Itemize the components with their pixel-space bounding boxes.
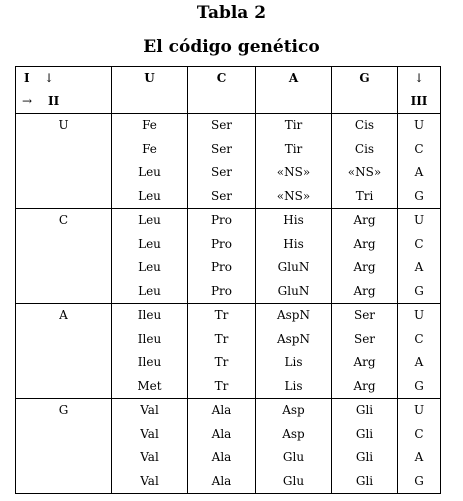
second-base-a-cell: Asp — [256, 423, 332, 447]
third-base-cell: C — [398, 138, 441, 162]
second-base-g-cell: Gli — [332, 446, 398, 470]
third-base-cell: G — [398, 185, 441, 209]
first-base-cell — [16, 138, 112, 162]
second-base-g-cell: Cis — [332, 138, 398, 162]
second-base-c-cell: Ala — [188, 399, 256, 423]
header-third-base — [398, 67, 441, 114]
second-base-u-cell: Leu — [112, 185, 188, 209]
second-base-u-cell: Ileu — [112, 328, 188, 352]
third-base-cell: G — [398, 280, 441, 304]
table-row — [16, 114, 441, 138]
second-base-a-cell: His — [256, 209, 332, 233]
third-base-cell: A — [398, 161, 441, 185]
first-base-cell: C — [16, 209, 112, 233]
first-base-cell — [16, 351, 112, 375]
third-base-cell: A — [398, 351, 441, 375]
first-base-cell — [16, 375, 112, 399]
second-base-c-cell: Ser — [188, 114, 256, 138]
second-base-a-cell: «NS» — [256, 185, 332, 209]
second-base-u-cell: Val — [112, 446, 188, 470]
first-base-label: I — [24, 71, 30, 85]
table-row — [16, 256, 441, 280]
second-base-g-cell: Tri — [332, 185, 398, 209]
first-base-cell — [16, 233, 112, 257]
second-base-a-cell: AspN — [256, 304, 332, 328]
second-base-c-cell: Pro — [188, 280, 256, 304]
second-base-u-cell: Val — [112, 423, 188, 447]
header-col-a: A — [256, 67, 332, 114]
second-base-c-cell: Ala — [188, 446, 256, 470]
table-row — [16, 423, 441, 447]
down-arrow-icon: ↓ — [413, 71, 425, 85]
first-base-cell: A — [16, 304, 112, 328]
first-base-cell — [16, 280, 112, 304]
second-base-c-cell: Tr — [188, 304, 256, 328]
second-base-c-cell: Ala — [188, 423, 256, 447]
second-base-u-cell: Leu — [112, 280, 188, 304]
third-base-cell: A — [398, 256, 441, 280]
third-base-cell: A — [398, 446, 441, 470]
second-base-c-cell: Ser — [188, 185, 256, 209]
table-title: El código genético — [143, 37, 320, 57]
table-row — [16, 470, 441, 494]
second-base-u-cell: Met — [112, 375, 188, 399]
third-base-cell: C — [398, 423, 441, 447]
second-base-c-cell: Pro — [188, 256, 256, 280]
second-base-g-cell: Cis — [332, 114, 398, 138]
third-base-label: III — [410, 94, 428, 108]
second-base-c-cell: Pro — [188, 233, 256, 257]
first-base-cell: U — [16, 114, 112, 138]
second-base-g-cell: Gli — [332, 423, 398, 447]
second-base-u-cell: Val — [112, 470, 188, 494]
table-row — [16, 304, 441, 328]
second-base-c-cell: Tr — [188, 328, 256, 352]
third-base-cell: U — [398, 114, 441, 138]
third-base-cell: U — [398, 399, 441, 423]
second-base-g-cell: Gli — [332, 399, 398, 423]
second-base-a-cell: Lis — [256, 375, 332, 399]
table-row — [16, 138, 441, 162]
second-base-c-cell: Ala — [188, 470, 256, 494]
table-row — [16, 446, 441, 470]
second-base-g-cell: Arg — [332, 280, 398, 304]
second-base-g-cell: Arg — [332, 209, 398, 233]
second-base-u-cell: Leu — [112, 161, 188, 185]
second-base-a-cell: Glu — [256, 446, 332, 470]
second-base-u-cell: Ileu — [112, 351, 188, 375]
second-base-a-cell: Glu — [256, 470, 332, 494]
second-base-g-cell: Arg — [332, 375, 398, 399]
second-base-g-cell: Arg — [332, 351, 398, 375]
second-base-a-cell: His — [256, 233, 332, 257]
table-caption: Tabla 2 — [196, 3, 267, 23]
second-base-g-cell: Arg — [332, 256, 398, 280]
down-arrow-icon: ↓ — [44, 71, 55, 85]
second-base-u-cell: Leu — [112, 256, 188, 280]
second-base-u-cell: Fe — [112, 114, 188, 138]
first-base-cell — [16, 161, 112, 185]
table-row — [16, 351, 441, 375]
third-base-cell: U — [398, 209, 441, 233]
table-row — [16, 161, 441, 185]
second-base-c-cell: Ser — [188, 161, 256, 185]
second-base-c-cell: Pro — [188, 209, 256, 233]
header-col-c: C — [188, 67, 256, 114]
second-base-c-cell: Ser — [188, 138, 256, 162]
third-base-cell: U — [398, 304, 441, 328]
second-base-a-cell: Tir — [256, 114, 332, 138]
first-base-cell — [16, 470, 112, 494]
first-base-cell — [16, 256, 112, 280]
second-base-a-cell: Tir — [256, 138, 332, 162]
second-base-a-cell: «NS» — [256, 161, 332, 185]
second-base-a-cell: AspN — [256, 328, 332, 352]
genetic-code-table — [15, 66, 441, 494]
table-row — [16, 375, 441, 399]
second-base-u-cell: Leu — [112, 209, 188, 233]
table-row — [16, 280, 441, 304]
third-base-cell: G — [398, 375, 441, 399]
table-row — [16, 399, 441, 423]
first-base-cell — [16, 423, 112, 447]
first-base-cell — [16, 185, 112, 209]
table-row — [16, 233, 441, 257]
second-base-g-cell: Ser — [332, 304, 398, 328]
header-col-g: G — [332, 67, 398, 114]
header-row — [16, 67, 441, 114]
first-base-cell — [16, 446, 112, 470]
table-row — [16, 209, 441, 233]
second-base-a-cell: Asp — [256, 399, 332, 423]
second-base-g-cell: Ser — [332, 328, 398, 352]
header-first-base — [16, 67, 112, 114]
second-base-c-cell: Tr — [188, 351, 256, 375]
second-base-label: II — [48, 94, 60, 108]
second-base-u-cell: Leu — [112, 233, 188, 257]
table-row — [16, 328, 441, 352]
second-base-c-cell: Tr — [188, 375, 256, 399]
second-base-a-cell: GluN — [256, 280, 332, 304]
second-base-g-cell: Arg — [332, 233, 398, 257]
right-arrow-icon: → — [22, 94, 33, 108]
third-base-cell: G — [398, 470, 441, 494]
first-base-cell: G — [16, 399, 112, 423]
header-col-u: U — [112, 67, 188, 114]
second-base-a-cell: GluN — [256, 256, 332, 280]
third-base-cell: C — [398, 233, 441, 257]
second-base-u-cell: Fe — [112, 138, 188, 162]
second-base-g-cell: Gli — [332, 470, 398, 494]
table-row — [16, 185, 441, 209]
first-base-cell — [16, 328, 112, 352]
second-base-u-cell: Ileu — [112, 304, 188, 328]
third-base-cell: C — [398, 328, 441, 352]
second-base-a-cell: Lis — [256, 351, 332, 375]
second-base-g-cell: «NS» — [332, 161, 398, 185]
second-base-u-cell: Val — [112, 399, 188, 423]
